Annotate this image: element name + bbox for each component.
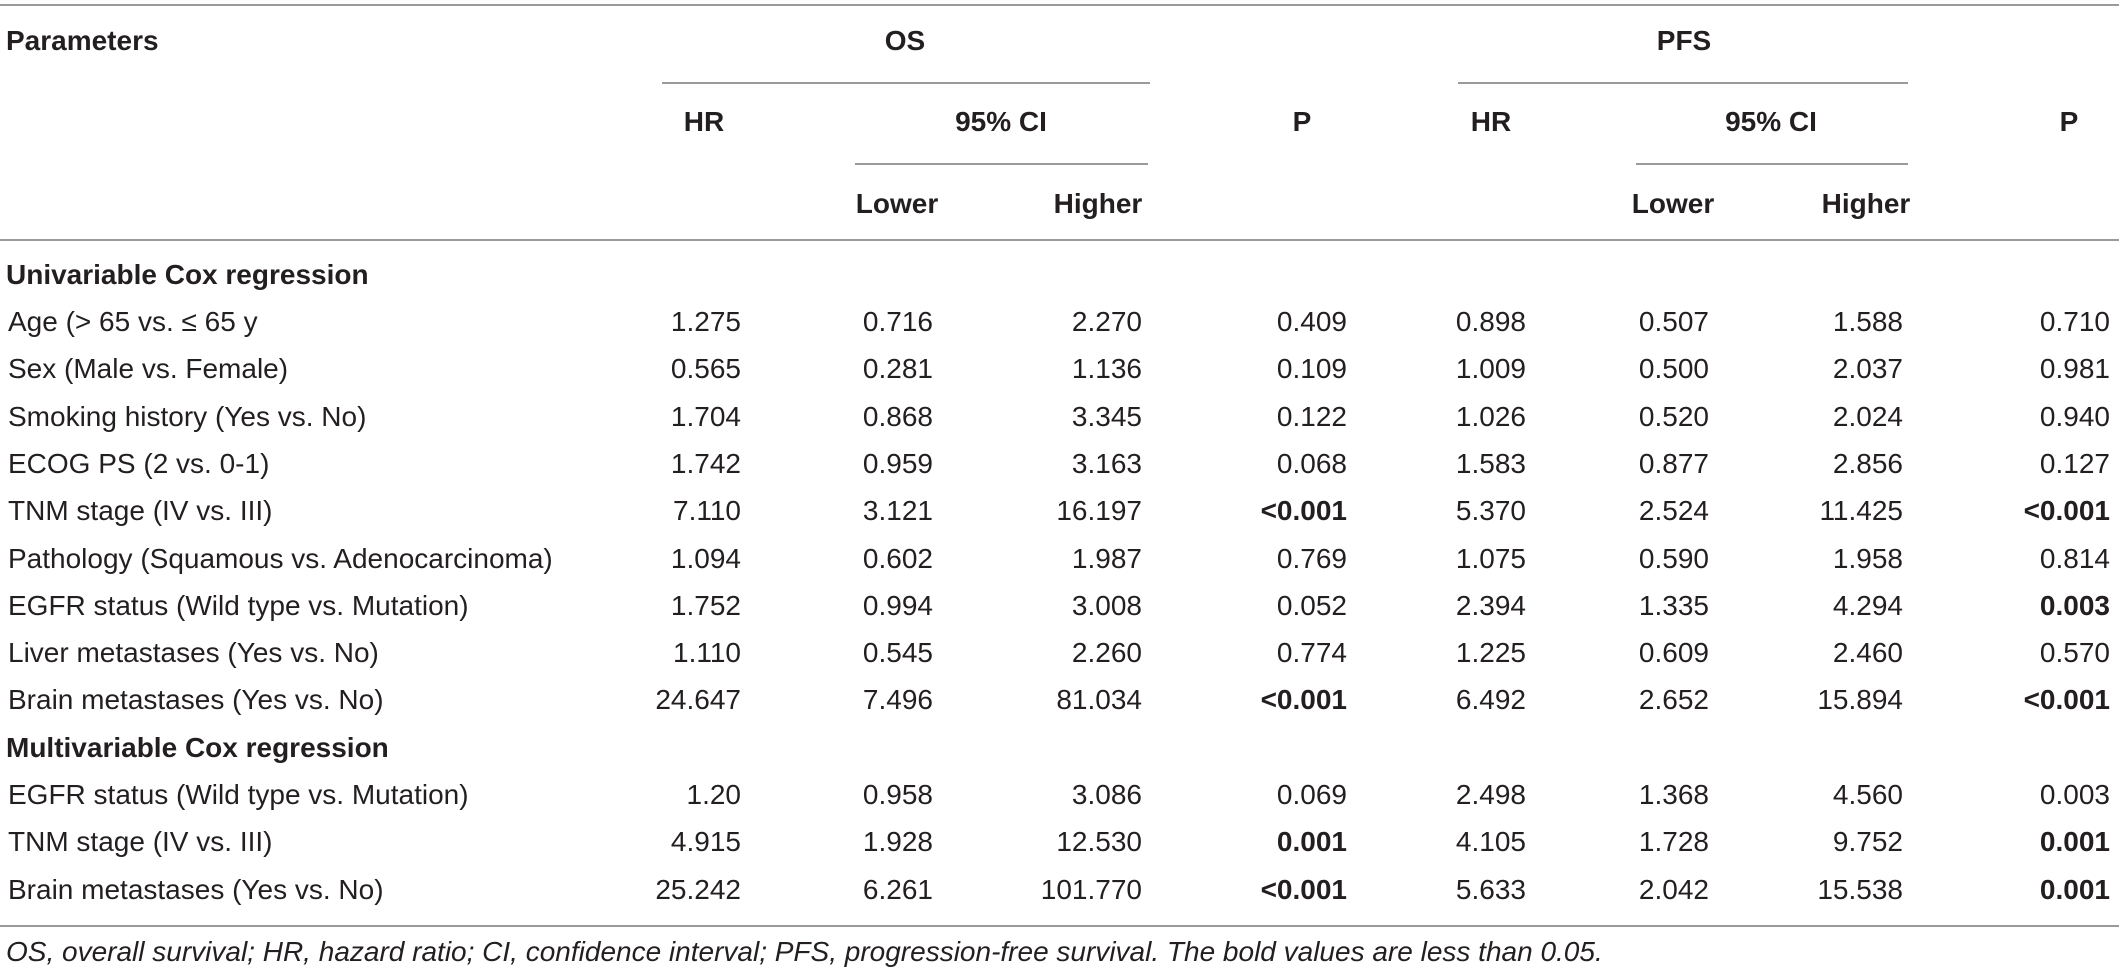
header-pfs-p: P: [2059, 106, 2079, 137]
cell-pfs-hr: 1.009: [1455, 353, 1526, 385]
cell-pfs-p: 0.003: [2039, 779, 2110, 810]
cell-os-hr: 1.110: [673, 637, 741, 669]
cell-os-hr: 1.094: [670, 542, 741, 574]
cell-os-lower: 0.716: [862, 306, 933, 337]
cell-pfs-hr: 1.583: [1455, 447, 1526, 479]
cell-pfs-hr: 0.898: [1455, 306, 1526, 337]
cell-pfs-lower: 0.500: [1638, 353, 1709, 385]
cell-pfs-higher: 1.588: [1832, 306, 1903, 337]
cell-pfs-lower: 2.524: [1638, 495, 1709, 527]
cell-os-p: <0.001: [1260, 684, 1347, 716]
table-row: [0, 352, 2119, 399]
cell-pfs-higher: 2.037: [1832, 353, 1903, 385]
cell-pfs-higher: 15.538: [1817, 873, 1903, 905]
row-parameter: ECOG PS (2 vs. 0-1): [8, 447, 270, 479]
header-parameters: Parameters: [6, 25, 159, 56]
cell-pfs-lower: 0.877: [1638, 447, 1709, 479]
row-parameter: EGFR status (Wild type vs. Mutation): [8, 589, 469, 621]
cell-pfs-higher: 2.460: [1832, 637, 1903, 669]
cell-os-p: <0.001: [1260, 873, 1347, 905]
row-parameter: Age (> 65 vs. ≤ 65 y: [8, 306, 258, 337]
row-parameter: TNM stage (IV vs. III): [8, 495, 273, 527]
header-os-hr: HR: [683, 106, 725, 137]
header-os-ci: 95% CI: [955, 106, 1047, 137]
cell-os-higher: 2.270: [1071, 306, 1142, 337]
row-parameter: Pathology (Squamous vs. Adenocarcinoma): [8, 542, 553, 574]
cell-os-p: 0.109: [1276, 353, 1347, 385]
header-bottom-rule: [0, 239, 2119, 241]
cell-pfs-lower: 1.335: [1638, 589, 1709, 621]
cell-os-p: <0.001: [1260, 495, 1347, 527]
cell-os-higher: 3.345: [1071, 400, 1142, 432]
top-rule: [0, 4, 2119, 6]
table-footnote: OS, overall survival; HR, hazard ratio; CI, confidence interval; PFS, progression-free survival. The bold values are less than 0.05.: [6, 936, 1603, 967]
cell-pfs-hr: 1.026: [1455, 400, 1526, 432]
cell-pfs-p: 0.127: [2039, 447, 2110, 479]
cell-pfs-higher: 11.425: [1819, 495, 1903, 527]
cell-os-lower: 1.928: [862, 826, 933, 858]
cell-pfs-higher: 2.856: [1832, 447, 1903, 479]
cell-pfs-p: 0.001: [2039, 873, 2110, 905]
cell-os-higher: 81.034: [1056, 684, 1142, 716]
cell-pfs-hr: 2.394: [1455, 589, 1526, 621]
cell-os-higher: 16.197: [1056, 495, 1142, 527]
cell-pfs-hr: 1.075: [1455, 542, 1526, 574]
cell-os-p: 0.052: [1276, 589, 1347, 621]
cell-os-p: 0.069: [1276, 779, 1347, 810]
cell-pfs-p: 0.940: [2039, 400, 2110, 432]
cell-pfs-p: <0.001: [2023, 495, 2110, 527]
row-parameter: Smoking history (Yes vs. No): [8, 400, 367, 432]
cell-os-p: 0.001: [1276, 826, 1347, 858]
cell-pfs-higher: 4.294: [1832, 589, 1903, 621]
row-parameter: Brain metastases (Yes vs. No): [8, 684, 384, 716]
cell-os-higher: 3.008: [1071, 589, 1142, 621]
header-pfs-ci: 95% CI: [1725, 106, 1817, 137]
pfs-group-rule: [1458, 82, 1908, 84]
cell-os-higher: 12.530: [1056, 826, 1142, 858]
cell-os-lower: 0.281: [862, 353, 933, 385]
row-parameter: TNM stage (IV vs. III): [8, 826, 273, 858]
cell-pfs-lower: 1.368: [1638, 779, 1709, 810]
cell-os-higher: 2.260: [1071, 637, 1142, 669]
cell-pfs-lower: 1.728: [1638, 826, 1709, 858]
cell-pfs-lower: 2.652: [1638, 684, 1709, 716]
cell-pfs-hr: 4.105: [1455, 826, 1526, 858]
cell-pfs-lower: 0.609: [1638, 637, 1709, 669]
table-row: [0, 873, 2119, 920]
cell-os-higher: 3.086: [1071, 779, 1142, 810]
cell-os-p: 0.122: [1276, 400, 1347, 432]
cell-pfs-hr: 5.370: [1455, 495, 1526, 527]
table-row: [0, 683, 2119, 730]
cell-pfs-lower: 0.520: [1638, 400, 1709, 432]
cell-pfs-p: 0.001: [2039, 826, 2110, 858]
cell-os-lower: 3.121: [862, 495, 933, 527]
cell-pfs-lower: 0.507: [1638, 306, 1709, 337]
table-row: [0, 825, 2119, 872]
cell-os-p: 0.769: [1276, 542, 1347, 574]
cell-pfs-p: 0.981: [2039, 353, 2110, 385]
cell-os-lower: 0.602: [862, 542, 933, 574]
cell-pfs-p: 0.003: [2039, 589, 2110, 621]
cell-os-lower: 7.496: [862, 684, 933, 716]
header-pfs-higher: Higher: [1821, 188, 1911, 219]
table-row: [0, 589, 2119, 636]
cell-os-hr: 4.915: [670, 826, 741, 858]
cell-os-lower: 0.868: [862, 400, 933, 432]
header-pfs-lower: Lower: [1631, 188, 1715, 219]
cell-os-lower: 0.545: [862, 637, 933, 669]
header-pfs: PFS: [1656, 25, 1712, 56]
pfs-ci-rule: [1636, 163, 1908, 165]
cell-pfs-p: 0.570: [2039, 637, 2110, 669]
cell-os-p: 0.774: [1276, 637, 1347, 669]
header-os-higher: Higher: [1053, 188, 1143, 219]
table-row: [0, 778, 2119, 825]
row-parameter: Sex (Male vs. Female): [8, 353, 289, 385]
cell-os-hr: 1.704: [670, 400, 741, 432]
section-title-multivariable: Multivariable Cox regression: [6, 732, 389, 763]
cell-pfs-hr: 1.225: [1455, 637, 1526, 669]
row-parameter: EGFR status (Wild type vs. Mutation): [8, 779, 469, 810]
cell-pfs-higher: 15.894: [1817, 684, 1903, 716]
os-group-rule: [662, 82, 1150, 84]
table-row: [0, 494, 2119, 541]
cell-os-hr: 1.20: [686, 779, 741, 810]
cell-pfs-higher: 9.752: [1832, 826, 1903, 858]
table-row: [0, 542, 2119, 589]
cell-os-lower: 6.261: [862, 873, 933, 905]
cell-os-lower: 0.994: [862, 589, 933, 621]
cell-pfs-p: 0.710: [2039, 306, 2110, 337]
table-row: [0, 400, 2119, 447]
cell-os-lower: 0.958: [862, 779, 933, 810]
cell-pfs-lower: 0.590: [1638, 542, 1709, 574]
cell-os-higher: 3.163: [1071, 447, 1142, 479]
cell-os-p: 0.068: [1276, 447, 1347, 479]
cell-pfs-p: <0.001: [2023, 684, 2110, 716]
cell-pfs-hr: 2.498: [1455, 779, 1526, 810]
row-parameter: Brain metastases (Yes vs. No): [8, 873, 384, 905]
table-row: [0, 636, 2119, 683]
cell-os-lower: 0.959: [862, 447, 933, 479]
table-row: [0, 447, 2119, 494]
cell-os-hr: 1.742: [670, 447, 741, 479]
cell-pfs-hr: 6.492: [1455, 684, 1526, 716]
header-pfs-hr: HR: [1470, 106, 1512, 137]
cell-os-higher: 101.770: [1040, 873, 1142, 905]
cell-pfs-p: 0.814: [2039, 542, 2110, 574]
cell-os-higher: 1.987: [1071, 542, 1142, 574]
cell-os-hr: 25.242: [655, 873, 741, 905]
cell-pfs-higher: 4.560: [1832, 779, 1903, 810]
row-parameter: Liver metastases (Yes vs. No): [8, 637, 379, 669]
os-ci-rule: [855, 163, 1148, 165]
cell-os-hr: 0.565: [670, 353, 741, 385]
table-row: [0, 305, 2119, 352]
section-title-univariable: Univariable Cox regression: [6, 259, 369, 290]
cell-os-hr: 1.752: [670, 589, 741, 621]
cell-os-hr: 24.647: [655, 684, 741, 716]
header-os-lower: Lower: [855, 188, 939, 219]
cell-pfs-hr: 5.633: [1455, 873, 1526, 905]
cell-os-hr: 1.275: [670, 306, 741, 337]
header-os: OS: [884, 25, 926, 56]
cell-pfs-higher: 1.958: [1832, 542, 1903, 574]
bottom-rule: [0, 925, 2119, 927]
header-os-p: P: [1292, 106, 1312, 137]
cell-os-p: 0.409: [1276, 306, 1347, 337]
cell-pfs-higher: 2.024: [1832, 400, 1903, 432]
cell-os-higher: 1.136: [1071, 353, 1142, 385]
cell-pfs-lower: 2.042: [1638, 873, 1709, 905]
cell-os-hr: 7.110: [673, 495, 741, 527]
